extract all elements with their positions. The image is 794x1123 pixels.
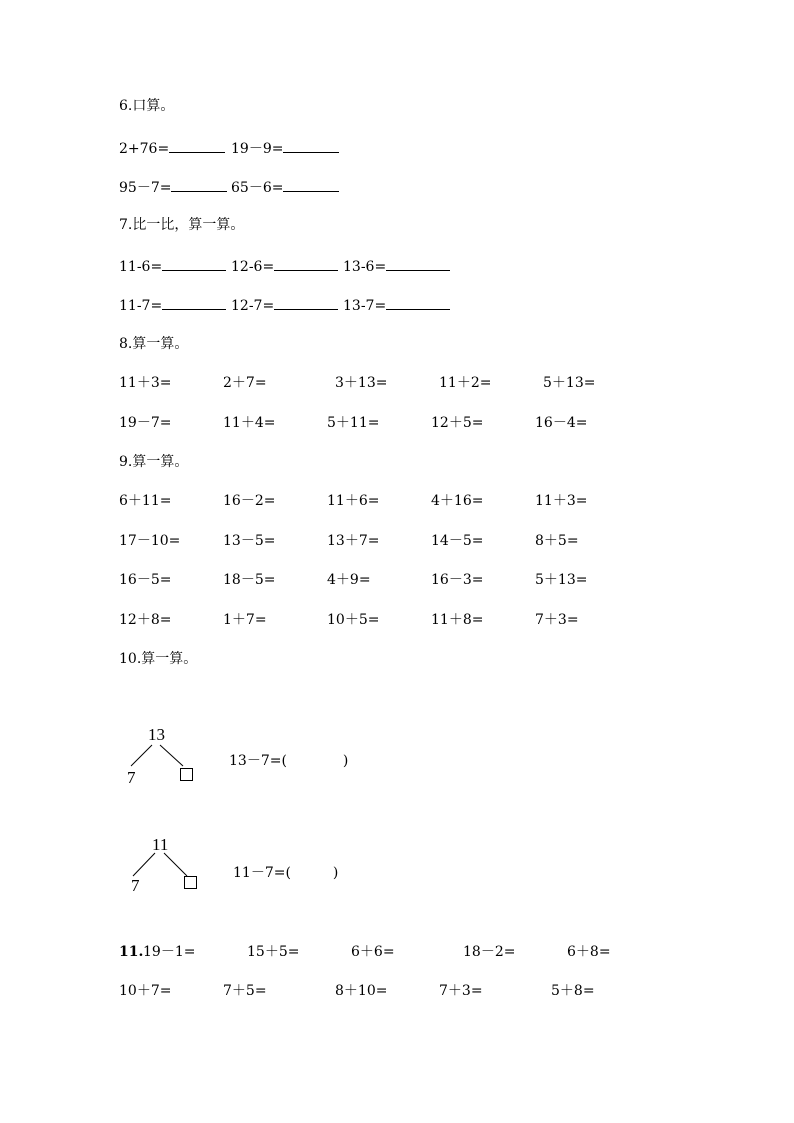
q9-item: 4＋9= (327, 572, 371, 588)
q11-item: 8＋10= (335, 983, 388, 999)
q9-item: 7＋3= (535, 612, 579, 628)
q8-item: 11＋3= (119, 375, 172, 391)
q7-item: 12-7= (231, 295, 338, 315)
q11-item: 6＋6= (351, 944, 395, 960)
q6-title: 6.口算。 (119, 98, 175, 114)
q9-item: 11＋6= (327, 493, 380, 509)
q6-item: 65－6= (231, 177, 339, 197)
q11-item: 7＋5= (223, 983, 267, 999)
q9-item: 18－5= (223, 572, 276, 588)
q6-item: 95－7= (119, 177, 227, 197)
q7-item: 12-6= (231, 256, 338, 276)
q9-item: 16－3= (431, 572, 484, 588)
q11-item: 7＋3= (439, 983, 483, 999)
q11-item: 15＋5= (247, 944, 300, 960)
q8-item: 5＋11= (327, 415, 380, 431)
q9-item: 10＋5= (327, 612, 380, 628)
q11-item: 6＋8= (567, 944, 611, 960)
q7-item: 13-6= (343, 256, 450, 276)
q8-item: 2＋7= (223, 375, 267, 391)
q6-item: 2+76= (119, 138, 225, 158)
q8-title: 8.算一算。 (119, 336, 189, 352)
q11-number: 11. (119, 944, 144, 960)
tree1-top-number: 13 (148, 725, 165, 744)
answer-box[interactable] (184, 876, 197, 889)
q11-item: 19－1= (143, 944, 196, 960)
q9-item: 13－5= (223, 533, 276, 549)
q8-item: 11＋4= (223, 415, 276, 431)
q9-item: 16－5= (119, 572, 172, 588)
q8-item: 3＋13= (335, 375, 388, 391)
q7-item: 11-7= (119, 295, 226, 315)
q11-item: 18－2= (463, 944, 516, 960)
q9-item: 11＋3= (535, 493, 588, 509)
tree2-equation: 11－7=( ) (233, 865, 339, 881)
q10-title: 10.算一算。 (119, 651, 198, 667)
answer-box[interactable] (180, 768, 193, 781)
q7-title: 7.比一比，算一算。 (119, 217, 245, 233)
q9-item: 8＋5= (535, 533, 579, 549)
q9-item: 12＋8= (119, 612, 172, 628)
q9-item: 16－2= (223, 493, 276, 509)
q9-item: 4＋16= (431, 493, 484, 509)
q8-item: 19－7= (119, 415, 172, 431)
q9-item: 17－10= (119, 533, 181, 549)
q11-item: 10＋7= (119, 983, 172, 999)
tree2-top-number: 11 (152, 835, 169, 854)
q11-item: 5＋8= (551, 983, 595, 999)
q9-item: 6＋11= (119, 493, 172, 509)
q7-item: 11-6= (119, 256, 226, 276)
q9-item: 5＋13= (535, 572, 588, 588)
q9-title: 9.算一算。 (119, 454, 189, 470)
q8-item: 12＋5= (431, 415, 484, 431)
q8-item: 16－4= (535, 415, 588, 431)
q8-item: 11＋2= (439, 375, 492, 391)
q9-item: 14－5= (431, 533, 484, 549)
q9-item: 11＋8= (431, 612, 484, 628)
q8-item: 5＋13= (543, 375, 596, 391)
tree1-left-number: 7 (127, 768, 136, 787)
tree1-equation: 13－7=( ) (229, 753, 349, 769)
q6-item: 19－9= (231, 138, 339, 158)
q9-item: 13＋7= (327, 533, 380, 549)
tree2-left-number: 7 (131, 876, 140, 895)
q9-item: 1＋7= (223, 612, 267, 628)
q7-item: 13-7= (343, 295, 450, 315)
